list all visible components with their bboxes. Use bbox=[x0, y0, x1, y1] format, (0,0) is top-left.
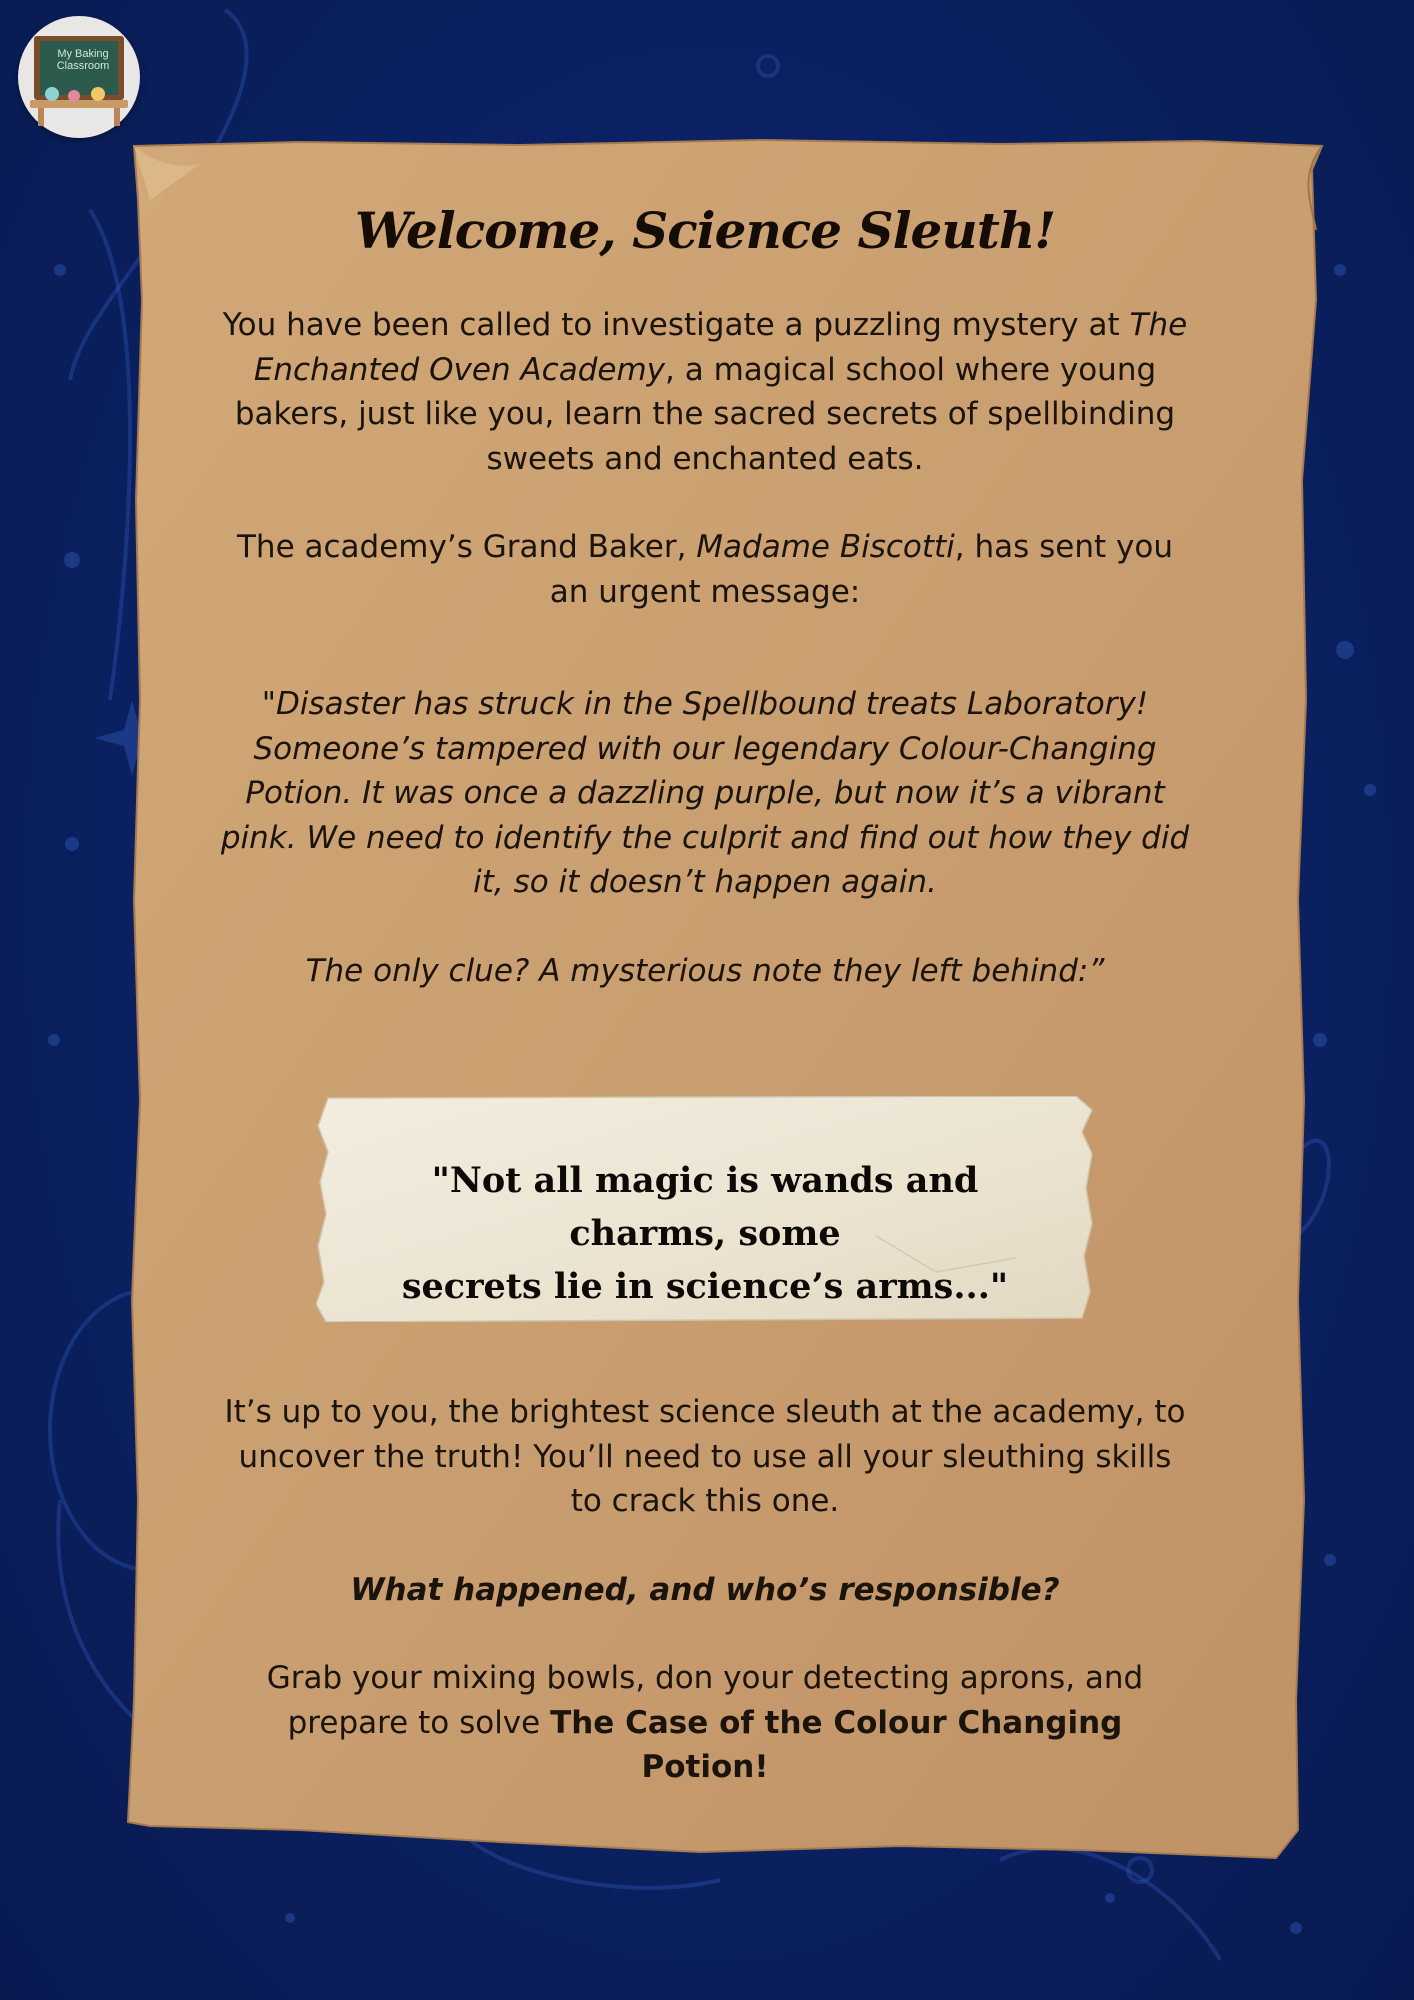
logo-label: My Baking Classroom bbox=[56, 48, 110, 72]
note-text bbox=[356, 1154, 1054, 1313]
urgent-message: "Disaster has struck in the Spellbound treats Laboratory! Someone’s tampered with our legendary Colour-Changing Potion. It was once a dazzling purple, but now it’s a vibrant pink. We need to identify the culprit and find out how they did it, so it doesn’t happen again. bbox=[220, 686, 1190, 900]
clue-line: The only clue? A mysterious note they left behind:” bbox=[305, 952, 1105, 989]
grand-baker-name: Madame Biscotti bbox=[696, 529, 955, 565]
case-name: The Case of the Colour Changing Potion! bbox=[550, 1704, 1123, 1785]
intro-text-start: You have been called to investigate a puzzling mystery at bbox=[222, 307, 1130, 343]
letter-conclusion bbox=[220, 1390, 1190, 1790]
message-intro-paragraph bbox=[220, 525, 1190, 614]
academy-name: The Enchanted Oven Academy bbox=[253, 307, 1188, 388]
note-line-2: secrets lie in science’s arms..." bbox=[401, 1266, 1009, 1307]
note-line-1: "Not all magic is wands and charms, some bbox=[431, 1160, 979, 1254]
intro-text-end: , a magical school where young bakers, just like you, learn the sacred secrets of spellbinding sweets and enchanted eats. bbox=[234, 351, 1176, 477]
letter-content bbox=[220, 196, 1190, 993]
message-intro-end: , has sent you an urgent message: bbox=[549, 529, 1173, 610]
message-intro-start: The academy’s Grand Baker, bbox=[237, 529, 697, 565]
mysterious-note bbox=[316, 1096, 1094, 1322]
page-title: Welcome, Science Sleuth! bbox=[354, 201, 1056, 260]
closing-paragraph bbox=[220, 1656, 1190, 1790]
intro-paragraph bbox=[220, 303, 1190, 481]
challenge-paragraph: It’s up to you, the brightest science sleuth at the academy, to uncover the truth! You’ll need to use all your sleuthing skills to crack this one. bbox=[224, 1394, 1186, 1519]
closing-text: Grab your mixing bowls, don your detecting aprons, and prepare to solve bbox=[266, 1660, 1144, 1741]
key-question: What happened, and who’s responsible? bbox=[350, 1571, 1060, 1608]
